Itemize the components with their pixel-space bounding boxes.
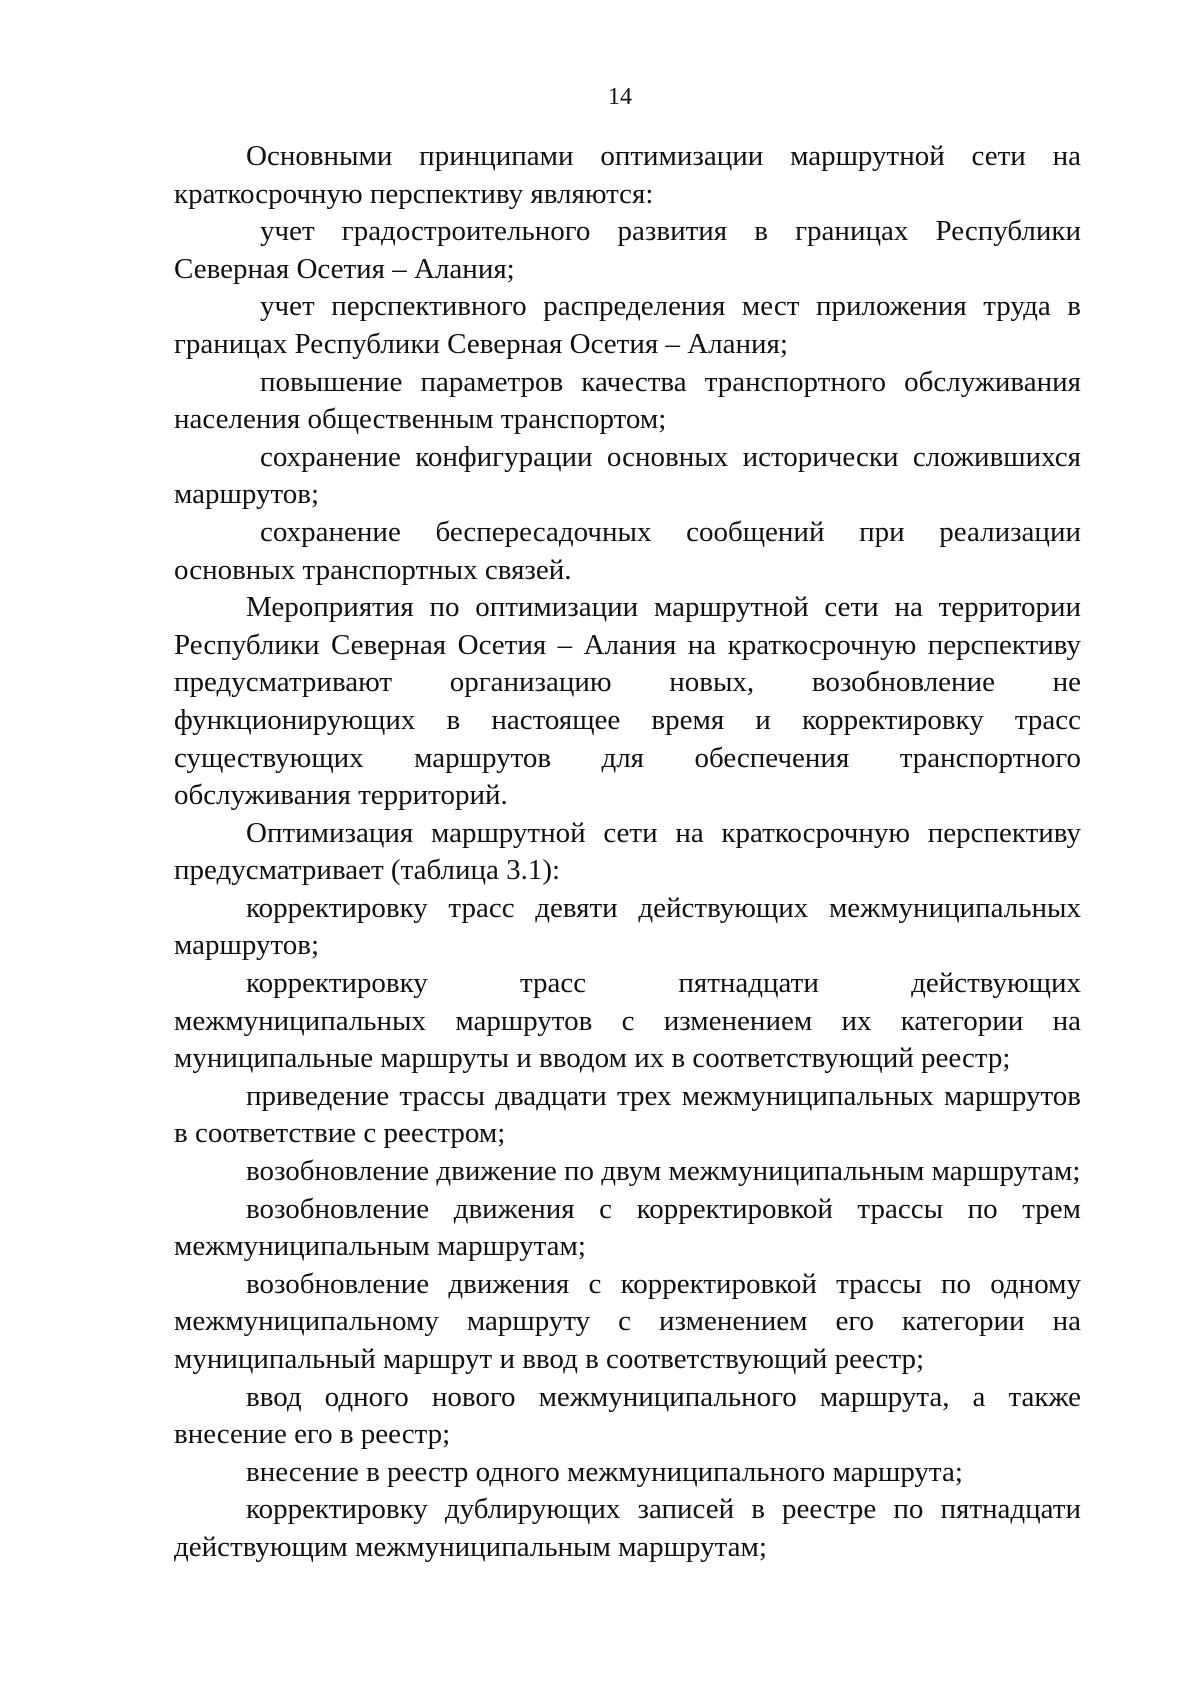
paragraph: возобновление движения с корректировкой трассы по одному межмуниципальному маршруту с изменением его категории на муниципальный маршрут и ввод в соответствующий реестр; (174, 1267, 1081, 1375)
paragraph: учет градостроительного развития в границах Республики Северная Осетия – Алания; (174, 215, 1081, 285)
paragraph: корректировку трасс пятнадцати действующих межмуниципальных маршрутов с изменением их категории на муниципальные маршруты и вводом их в соответствующий реестр; (174, 967, 1081, 1075)
page-number: 14 (608, 84, 632, 110)
paragraph: корректировку дублирующих записей в реестре по пятнадцати действующим межмуниципальным маршрутам; (174, 1493, 1081, 1563)
document-body (174, 138, 1081, 1567)
paragraph: учет перспективного распределения мест приложения труда в границах Республики Северная Осетия – Алания; (174, 290, 1081, 360)
paragraph: Основными принципами оптимизации маршрутной сети на краткосрочную перспективу являются: (174, 140, 1081, 210)
paragraph: ввод одного нового межмуниципального маршрута, а также внесение его в реестр; (174, 1380, 1081, 1451)
paragraph: повышение параметров качества транспортного обслуживания населения общественным транспортом; (174, 365, 1081, 436)
paragraph: возобновление движения с корректировкой трассы по трем межмуниципальным маршрутам; (174, 1192, 1081, 1263)
paragraph: приведение трассы двадцати трех межмуниципальных маршрутов в соответствие с реестром; (174, 1079, 1081, 1150)
paragraph: сохранение беспересадочных сообщений при реализации основных транспортных связей. (174, 515, 1081, 586)
paragraph: внесение в реестр одного межмуниципального маршрута; (246, 1455, 963, 1488)
paragraph: возобновление движение по двум межмуниципальным маршрутам; (246, 1155, 1081, 1188)
paragraph: Оптимизация маршрутной сети на краткосрочную перспективу предусматривает (таблица 3.1): (174, 816, 1081, 887)
paragraph: корректировку трасс девяти действующих межмуниципальных маршрутов; (174, 891, 1081, 962)
paragraph: Мероприятия по оптимизации маршрутной сети на территории Республики Северная Осетия – Алания на краткосрочную перспективу предусматривают организацию новых, возобновление не функционирующих в настоящее время и корректировку трасс существующих маршрутов для обеспечения транспортного обслуживания территорий. (174, 591, 1081, 812)
paragraph: сохранение конфигурации основных исторически сложившихся маршрутов; (174, 440, 1081, 511)
